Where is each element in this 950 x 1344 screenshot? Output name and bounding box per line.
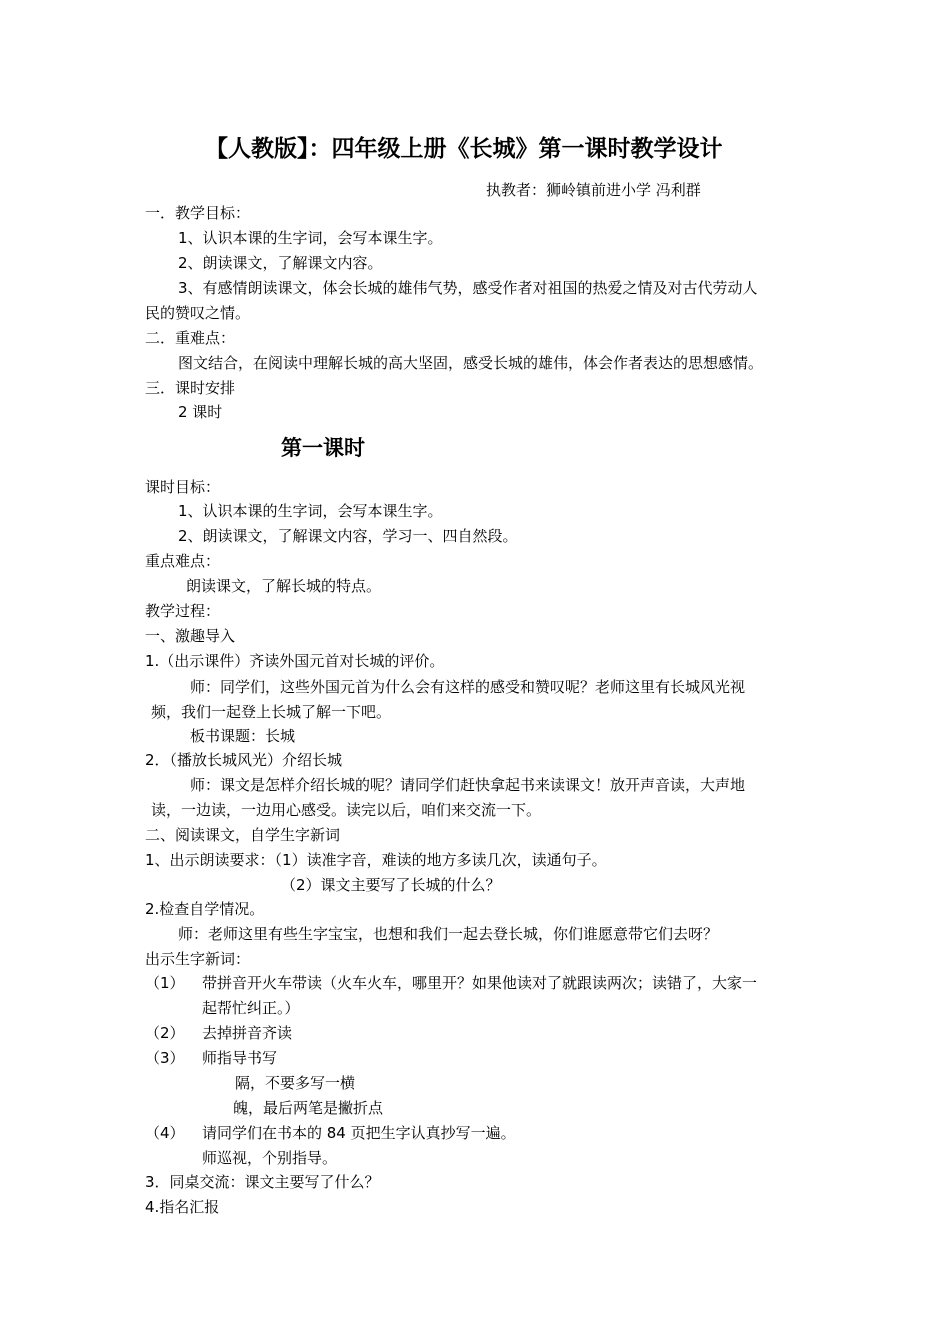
sub-item-text: 请同学们在书本的 84 页把生字认真抄写一遍。 [202, 1124, 516, 1142]
teacher-speech: 师：课文是怎样介绍长城的呢？请同学们赶快拿起书来读课文！放开声音读，大声地 [190, 776, 746, 794]
key-points-text: 朗读课文，了解长城的特点。 [186, 577, 382, 595]
step-item: 1.（出示课件）齐读外国元首对长城的评价。 [145, 652, 445, 670]
writing-tip: 魄，最后两笔是撇折点 [233, 1099, 384, 1117]
teacher-speech-continuation: 频，我们一起登上长城了解一下吧。 [151, 703, 392, 721]
goal-item: 1、认识本课的生字词，会写本课生字。 [178, 229, 443, 247]
sub-item-continuation: 师巡视，个别指导。 [202, 1149, 338, 1167]
schedule-text: 2 课时 [178, 403, 223, 421]
sub-item-text: 师指导书写 [202, 1049, 278, 1067]
sub-item-text: 去掉拼音齐读 [202, 1024, 293, 1042]
goal-item: 2、朗读课文，了解课文内容。 [178, 254, 383, 272]
sub-item-continuation: 起帮忙纠正。） [202, 999, 300, 1017]
step-heading: 一、激趣导入 [145, 627, 236, 645]
section-heading-schedule: 三．课时安排 [145, 379, 236, 397]
words-heading: 出示生字新词： [145, 950, 251, 968]
document-title: 【人教版】：四年级上册《长城》第一课时教学设计 [205, 136, 723, 162]
lesson-goals-heading: 课时目标： [145, 478, 221, 496]
difficulty-text: 图文结合，在阅读中理解长城的高大坚固，感受长城的雄伟，体会作者表达的思想感情。 [178, 354, 764, 372]
writing-tip: 隔，不要多写一横 [235, 1074, 356, 1092]
lesson-title: 第一课时 [281, 436, 365, 460]
key-points-heading: 重点难点： [145, 552, 221, 570]
step-item: 2．（播放长城风光）介绍长城 [145, 751, 343, 769]
sub-item-number: （4） [145, 1124, 185, 1142]
sub-item-number: （2） [145, 1024, 185, 1042]
sub-item-text: 带拼音开火车带读（火车火车，哪里开？如果他读对了就跟读两次；读错了，大家一 [202, 974, 758, 992]
teacher-speech-continuation: 读，一边读，一边用心感受。读完以后，咱们来交流一下。 [151, 801, 542, 819]
lesson-goal-item: 1、认识本课的生字词，会写本课生字。 [178, 502, 443, 520]
teacher-speech: 师：老师这里有些生字宝宝，也想和我们一起去登长城，你们谁愿意带它们去呀？ [178, 925, 719, 943]
goal-item-continuation: 民的赞叹之情。 [145, 304, 251, 322]
step-item-continuation: （2）课文主要写了长城的什么？ [281, 876, 501, 894]
teacher-speech: 师：同学们，这些外国元首为什么会有这样的感受和赞叹呢？老师这里有长城风光视 [190, 678, 746, 696]
step-item: 3．同桌交流：课文主要写了什么？ [145, 1173, 380, 1191]
section-heading-goals: 一．教学目标： [145, 204, 251, 222]
lesson-goal-item: 2、朗读课文，了解课文内容，学习一、四自然段。 [178, 527, 518, 545]
step-item: 4.指名汇报 [145, 1198, 220, 1216]
board-title: 板书课题：长城 [190, 727, 296, 745]
step-item: 1、出示朗读要求：（1）读准字音，难读的地方多读几次，读通句子。 [145, 851, 607, 869]
step-heading: 二、阅读课文，自学生字新词 [145, 826, 341, 844]
author-line: 执教者：狮岭镇前进小学 冯利群 [486, 181, 701, 199]
step-item: 2.检查自学情况。 [145, 900, 265, 918]
sub-item-number: （1） [145, 974, 185, 992]
process-heading: 教学过程： [145, 602, 221, 620]
sub-item-number: （3） [145, 1049, 185, 1067]
goal-item: 3、有感情朗读课文，体会长城的雄伟气势，感受作者对祖国的热爱之情及对古代劳动人 [178, 279, 758, 297]
section-heading-difficulty: 二．重难点： [145, 329, 236, 347]
